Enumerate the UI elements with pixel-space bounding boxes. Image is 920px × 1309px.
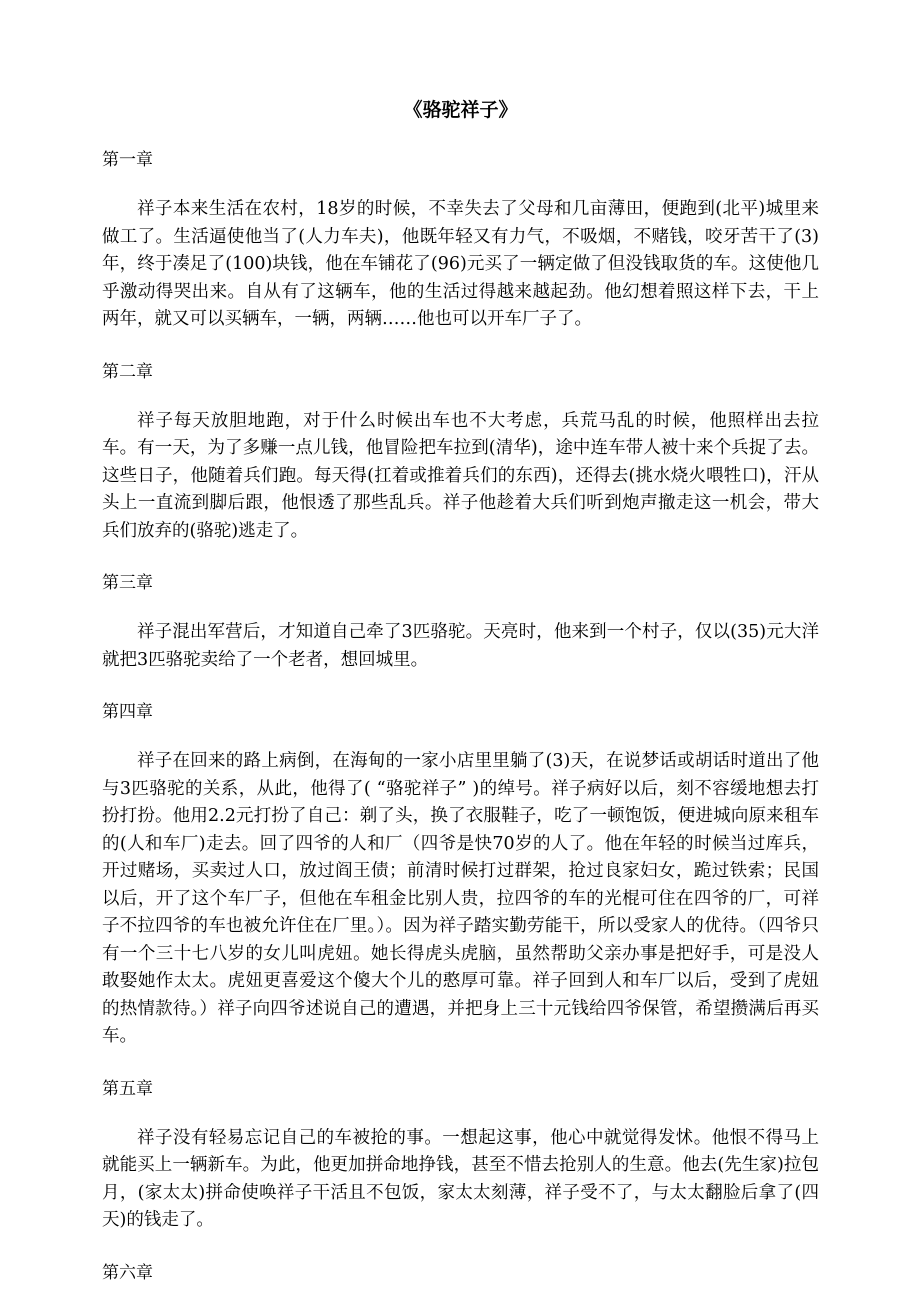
chapter-heading-1: 第一章 (102, 150, 153, 170)
chapter-paragraph-2: 祥子每天放胆地跑，对于什么时候出车也不大考虑，兵荒马乱的时候，他照样出去拉车。有一天，为了多赚一点儿钱，他冒险把车拉到(清华)，途中连车带人被十来个兵捉了去。这些日子，他随着兵们跑。每天得(扛着或推着兵们的东西)，还得去(挑水烧火喂牲口)，汗从头上一直流到脚后跟，他恨透了那些乱兵。祥子他趁着大兵们听到炮声撤走这一机会，带大兵们放弃的(骆驼)逃走了。 (102, 410, 819, 541)
document-page (102, 96, 819, 1309)
document-title: 《骆驼祥子》 (403, 99, 518, 121)
chapter-paragraph-3: 祥子混出军营后，才知道自己牵了3匹骆驼。天亮时，他来到一个村子，仅以(35)元大洋就把3匹骆驼卖给了一个老者，想回城里。 (102, 622, 819, 670)
chapter-paragraph-5: 祥子没有轻易忘记自己的车被抢的事。一想起这事，他心中就觉得发怵。他恨不得马上就能买上一辆新车。为此，他更加拼命地挣钱，甚至不惜去抢别人的生意。他去(先生家)拉包月，(家太太)拼命使唤祥子干活且不包饭，家太太刻薄，祥子受不了，与太太翻脸后拿了(四天)的钱走了。 (102, 1127, 819, 1230)
chapter-paragraph-4: 祥子在回来的路上病倒，在海甸的一家小店里里躺了(3)天，在说梦话或胡话时道出了他与3匹骆驼的关系，从此，他得了( “骆驼祥子” )的绰号。祥子病好以后，刻不容缓地想去打扮打扮。他用2.2元打扮了自己：剃了头，换了衣服鞋子，吃了一顿饱饭，便进城向原来租车的(人和车厂)走去。回了四爷的人和厂（四爷是快70岁的人了。他在年轻的时候当过库兵，开过赌场，买卖过人口，放过阎王债；前清时候打过群架，抢过良家妇女，跪过铁索；民国以后，开了这个车厂子，但他在车租金比别人贵，拉四爷的车的光棍可住在四爷的厂，可祥子不拉四爷的车也被允许住在厂里。）。因为祥子踏实勤劳能干，所以受家人的优待。（四爷只有一个三十七八岁的女儿叫虎妞。她长得虎头虎脑，虽然帮助父亲办事是把好手，可是没人敢娶她作太太。虎妞更喜爱这个傻大个儿的憨厚可靠。祥子回到人和车厂以后，受到了虎妞的热情款待。）祥子向四爷述说自己的遭遇，并把身上三十元钱给四爷保管，希望攒满后再买车。 (102, 751, 819, 1046)
chapter-heading-3: 第三章 (102, 573, 153, 593)
chapter-heading-2: 第二章 (102, 361, 153, 382)
chapter-heading-6: 第六章 (102, 1262, 153, 1283)
chapter-heading-4: 第四章 (102, 702, 153, 722)
chapter-paragraph-1: 祥子本来生活在农村，18岁的时候，不幸失去了父母和几亩薄田，便跑到(北平)城里来做工了。生活逼使他当了(人力车夫)，他既年轻又有力气，不吸烟，不赌钱，咬牙苦干了(3)年，终于凑足了(100)块钱，他在车铺花了(96)元买了一辆定做了但没钱取货的车。这使他几乎激动得哭出来。自从有了这辆车，他的生活过得越来越起劲。他幻想着照这样下去，干上两年，就又可以买辆车，一辆，两辆……他也可以开车厂子了。 (102, 199, 819, 329)
chapter-heading-5: 第五章 (102, 1078, 153, 1099)
